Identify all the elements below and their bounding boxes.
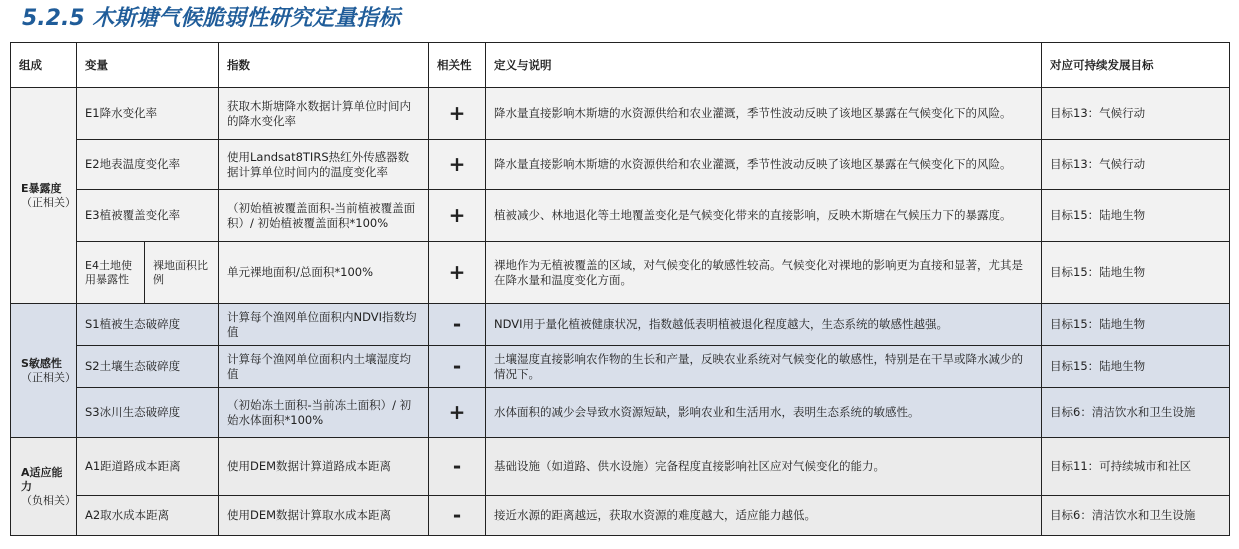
table-row <box>11 140 1230 190</box>
header-variable: 变量 <box>77 43 219 88</box>
variable-cell: S3冰川生态破碎度 <box>77 388 219 438</box>
relevance-sign: - <box>429 496 486 536</box>
indicator-table <box>10 42 1230 536</box>
table-row <box>11 304 1230 346</box>
header-row <box>11 43 1230 88</box>
table-row <box>11 496 1230 536</box>
variable-cell: S1植被生态破碎度 <box>77 304 219 346</box>
table-row <box>11 346 1230 388</box>
table-row <box>11 242 1230 304</box>
header-definition: 定义与说明 <box>486 43 1042 88</box>
index-cell: （初始植被覆盖面积-当前植被覆盖面积）/ 初始植被覆盖面积*100% <box>219 190 429 242</box>
relevance-sign: - <box>429 438 486 496</box>
table-row <box>11 438 1230 496</box>
definition-cell: 土壤湿度直接影响农作物的生长和产量，反映农业系统对气候变化的敏感性，特别是在干旱或降水减少的情况下。 <box>486 346 1042 388</box>
header-group: 组成 <box>11 43 77 88</box>
variable-cell: S2土壤生态破碎度 <box>77 346 219 388</box>
header-relevance: 相关性 <box>429 43 486 88</box>
variable-cell: E1降水变化率 <box>77 88 219 140</box>
group-cell-exposure <box>11 88 77 304</box>
index-cell: 获取木斯塘降水数据计算单位时间内的降水变化率 <box>219 88 429 140</box>
relevance-sign: - <box>429 304 486 346</box>
table-row <box>11 88 1230 140</box>
relevance-sign: - <box>429 346 486 388</box>
relevance-sign: + <box>429 140 486 190</box>
table-row <box>11 388 1230 438</box>
definition-cell: 降水量直接影响木斯塘的水资源供给和农业灌溉，季节性波动反映了该地区暴露在气候变化下的风险。 <box>486 140 1042 190</box>
variable-cell: E3植被覆盖变化率 <box>77 190 219 242</box>
header-index: 指数 <box>219 43 429 88</box>
subvariable-cell: 裸地面积比例 <box>145 242 219 304</box>
header-sdg: 对应可持续发展目标 <box>1042 43 1230 88</box>
group-note: （负相关） <box>21 493 76 507</box>
group-cell-adaptive-capacity <box>11 438 77 536</box>
sdg-cell: 目标6：清洁饮水和卫生设施 <box>1042 496 1230 536</box>
index-cell: 使用DEM数据计算道路成本距离 <box>219 438 429 496</box>
group-note: （正相关） <box>21 195 76 209</box>
group-note: （正相关） <box>21 370 76 384</box>
index-cell: 单元裸地面积/总面积*100% <box>219 242 429 304</box>
variable-cell: E2地表温度变化率 <box>77 140 219 190</box>
definition-cell: NDVI用于量化植被健康状况，指数越低表明植被退化程度越大，生态系统的敏感性越强。 <box>486 304 1042 346</box>
page-title: 5.2.5 木斯塘气候脆弱性研究定量指标 <box>22 6 401 31</box>
table-row <box>11 190 1230 242</box>
definition-cell: 裸地作为无植被覆盖的区域，对气候变化的敏感性较高。气候变化对裸地的影响更为直接和显著，尤其是在降水量和温度变化方面。 <box>486 242 1042 304</box>
index-cell: 计算每个渔网单位面积内NDVI指数均值 <box>219 304 429 346</box>
group-name: E暴露度 <box>21 181 62 195</box>
sdg-cell: 目标6：清洁饮水和卫生设施 <box>1042 388 1230 438</box>
index-cell: （初始冻土面积-当前冻土面积）/ 初始水体面积*100% <box>219 388 429 438</box>
relevance-sign: + <box>429 242 486 304</box>
variable-cell: E4土地使用暴露性 <box>77 242 145 304</box>
definition-cell: 植被减少、林地退化等土地覆盖变化是气候变化带来的直接影响，反映木斯塘在气候压力下的暴露度。 <box>486 190 1042 242</box>
index-cell: 使用Landsat8TIRS热红外传感器数据计算单位时间内的温度变化率 <box>219 140 429 190</box>
sdg-cell: 目标15：陆地生物 <box>1042 304 1230 346</box>
sdg-cell: 目标15：陆地生物 <box>1042 190 1230 242</box>
definition-cell: 基础设施（如道路、供水设施）完备程度直接影响社区应对气候变化的能力。 <box>486 438 1042 496</box>
group-cell-sensitivity <box>11 304 77 438</box>
sdg-cell: 目标13：气候行动 <box>1042 140 1230 190</box>
definition-cell: 接近水源的距离越远，获取水资源的难度越大，适应能力越低。 <box>486 496 1042 536</box>
relevance-sign: + <box>429 190 486 242</box>
group-name: S敏感性 <box>21 356 62 370</box>
definition-cell: 降水量直接影响木斯塘的水资源供给和农业灌溉，季节性波动反映了该地区暴露在气候变化下的风险。 <box>486 88 1042 140</box>
relevance-sign: + <box>429 88 486 140</box>
sdg-cell: 目标15：陆地生物 <box>1042 242 1230 304</box>
sdg-cell: 目标15：陆地生物 <box>1042 346 1230 388</box>
sdg-cell: 目标11：可持续城市和社区 <box>1042 438 1230 496</box>
variable-cell: A2取水成本距离 <box>77 496 219 536</box>
index-cell: 计算每个渔网单位面积内土壤湿度均值 <box>219 346 429 388</box>
sdg-cell: 目标13：气候行动 <box>1042 88 1230 140</box>
relevance-sign: + <box>429 388 486 438</box>
definition-cell: 水体面积的减少会导致水资源短缺，影响农业和生活用水，表明生态系统的敏感性。 <box>486 388 1042 438</box>
variable-cell: A1距道路成本距离 <box>77 438 219 496</box>
index-cell: 使用DEM数据计算取水成本距离 <box>219 496 429 536</box>
group-name: A适应能力 <box>21 465 63 493</box>
